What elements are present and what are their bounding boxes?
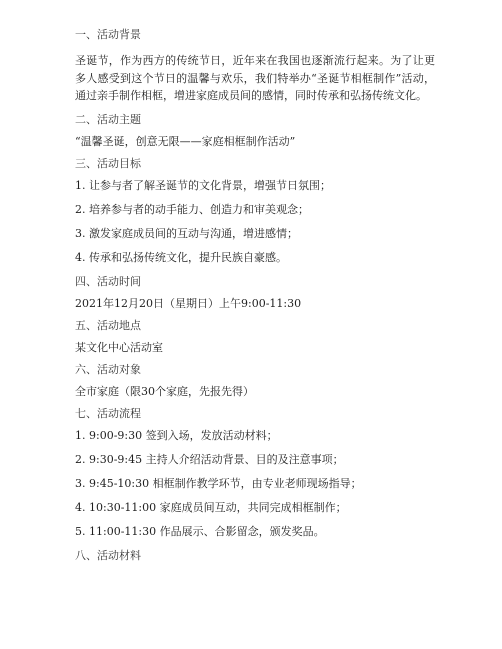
section-heading-goals: 三、活动目标 — [75, 156, 141, 170]
process-item-4: 4. 10:30-11:00 家庭成员间互动，共同完成相框制作； — [75, 500, 347, 514]
place-text: 某文化中心活动室 — [75, 340, 163, 354]
goal-item-2: 2. 培养参与者的动手能力、创造力和审美观念； — [75, 202, 309, 216]
section-heading-background: 一、活动背景 — [75, 28, 141, 41]
background-paragraph: 圣诞节，作为西方的传统节日，近年来在我国也逐渐流行起来。为了让更多人感受到这个节日的温馨与欢乐，我们特举办“圣诞节相框制作”活动，通过亲手制作相框，增进家庭成员间的感情，同时传承和弘扬传统文化。 — [75, 54, 435, 102]
process-item-1: 1. 9:00-9:30 签到入场，发放活动材料； — [75, 428, 278, 442]
goal-item-1: 1. 让参与者了解圣诞节的文化背景，增强节日氛围； — [75, 178, 331, 192]
section-heading-process: 七、活动流程 — [75, 406, 141, 420]
document-page — [75, 24, 435, 567]
audience-text: 全市家庭（限30个家庭，先报先得） — [75, 384, 254, 398]
section-heading-place: 五、活动地点 — [75, 318, 141, 332]
goal-item-4: 4. 传承和弘扬传统文化，提升民族自豪感。 — [75, 250, 287, 264]
time-text: 2021年12月20日（星期日）上午9:00-11:30 — [75, 296, 302, 310]
section-heading-materials: 八、活动材料 — [75, 548, 141, 562]
section-heading-theme: 二、活动主题 — [75, 112, 141, 126]
process-item-5: 5. 11:00-11:30 作品展示、合影留念，颁发奖品。 — [75, 524, 325, 538]
process-item-2: 2. 9:30-9:45 主持人介绍活动背景、目的及注意事项； — [75, 452, 344, 466]
section-heading-time: 四、活动时间 — [75, 274, 141, 288]
theme-text: “温馨圣诞，创意无限——家庭相框制作活动” — [75, 134, 296, 148]
section-heading-audience: 六、活动对象 — [75, 362, 141, 376]
process-item-3: 3. 9:45-10:30 相框制作教学环节，由专业老师现场指导； — [75, 476, 362, 490]
goal-item-3: 3. 激发家庭成员间的互动与沟通，增进感情； — [75, 226, 298, 240]
